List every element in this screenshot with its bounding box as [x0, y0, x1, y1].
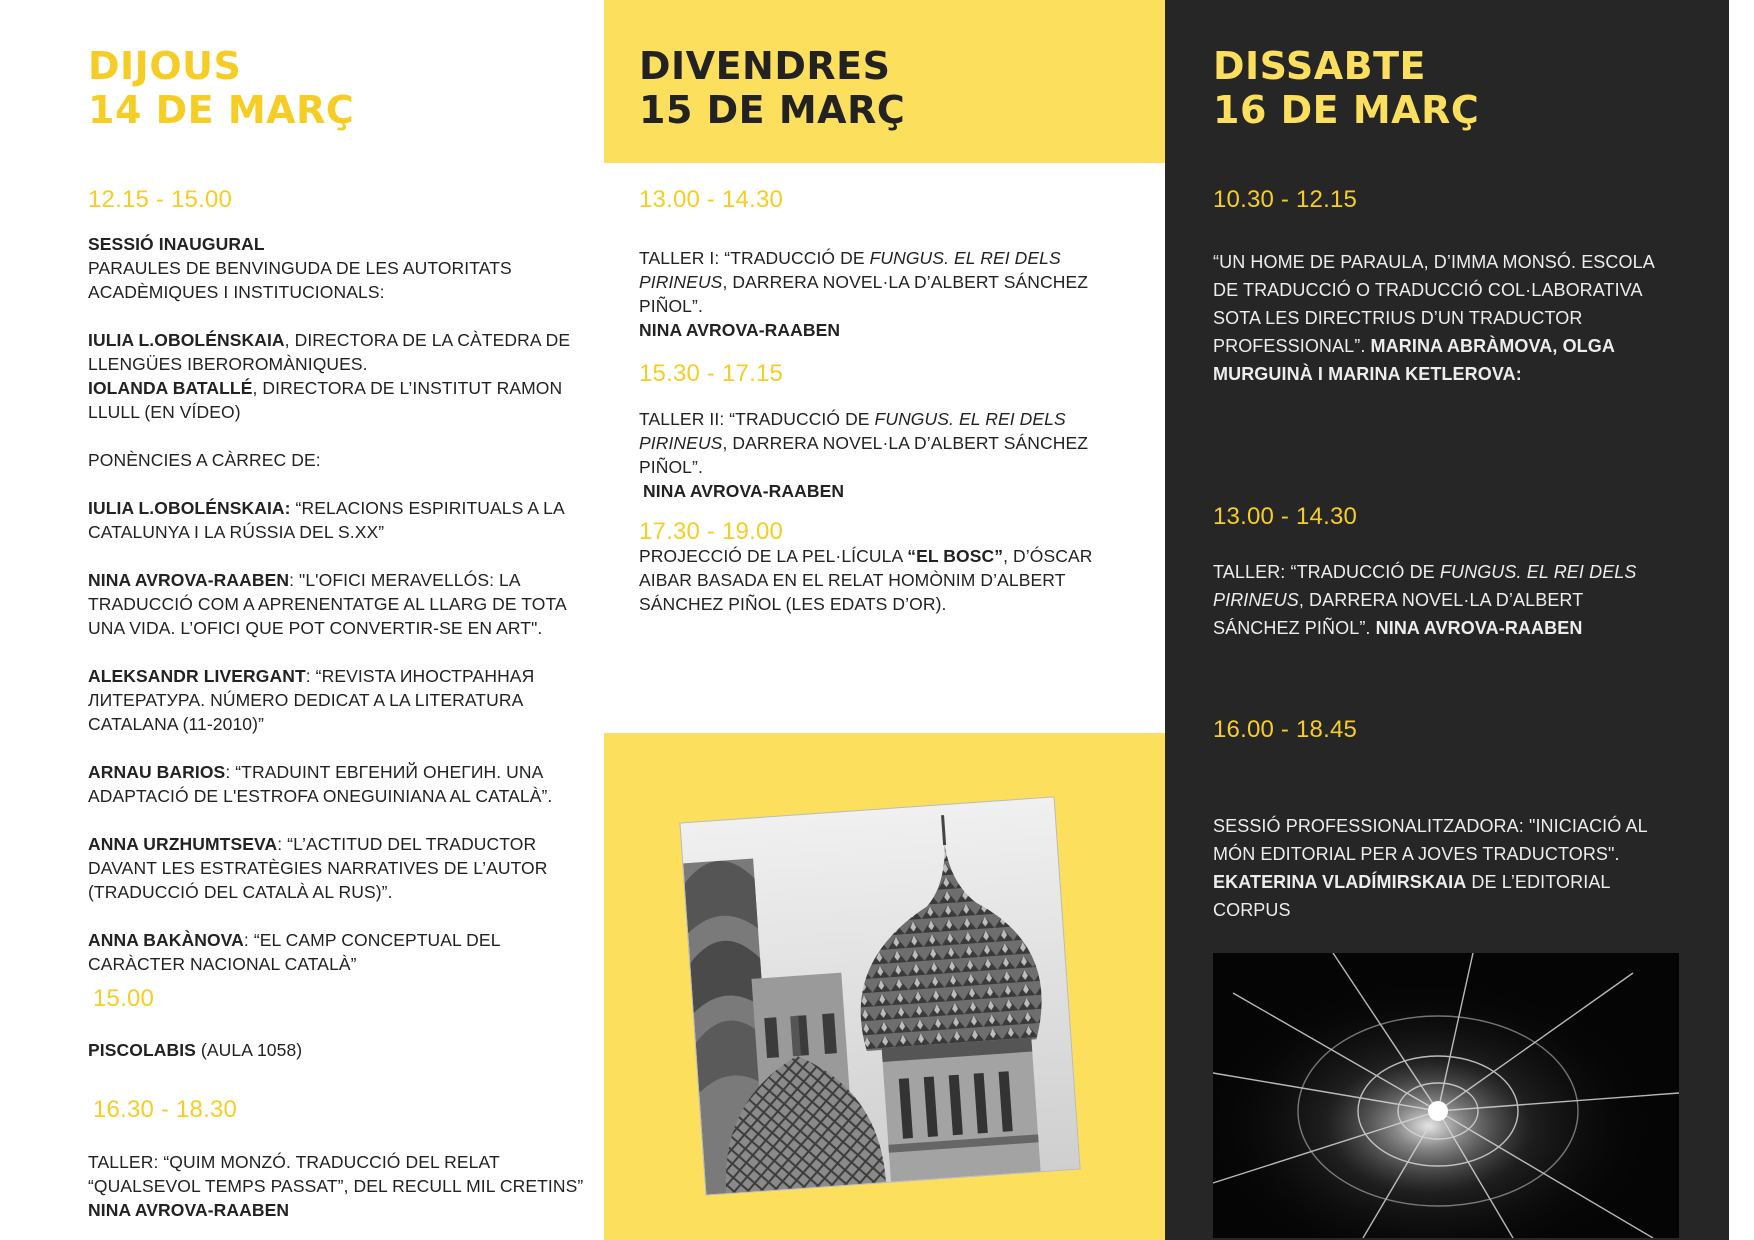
film-text: PROJECCIÓ DE LA PEL·LÍCULA: [639, 546, 908, 566]
speaker-name: ARNAU BARIOS: [88, 762, 226, 782]
workshop-text: TALLER I: “TRADUCCIÓ DE: [639, 248, 870, 268]
thursday-title: DIJOUS 14 DE MARÇ: [88, 44, 355, 132]
session-text: PARAULES DE BENVINGUDA DE LES AUTORITATS ACADÈMIQUES I INSTITUCIONALS:: [88, 258, 512, 302]
session-item: [1213, 248, 1673, 388]
time-slot: 16.00 - 18.45: [1213, 716, 1358, 743]
workshop-text: , DARRERA NOVEL·LA D’ALBERT SÁNCHEZ PIÑOL”.: [639, 433, 1089, 477]
speaker-name: ANNA BAKÀNOVA: [88, 930, 244, 950]
talk-title: “RELACIONS ESPIRITUALS A LA CATALUNYA I LA RÚSSIA DEL S.XX”: [88, 498, 564, 542]
speaker-name: ALEKSANDR LIVERGANT: [88, 666, 306, 686]
session-text: “UN HOME DE PARAULA, D’IMMA MONSÓ. ESCOLA DE TRADUCCIÓ O TRADUCCIÓ COL·LABORATIVA SOTA LES DIRECTRIUS D’UN TRADUCTOR PROFESSIONAL”.: [1213, 252, 1654, 356]
speaker-name: NINA AVROVA-RAABEN: [643, 481, 845, 501]
speaker-names: MARINA ABRÀMOVA, OLGA MURGUINÀ I MARINA KETLEROVA:: [1213, 336, 1615, 384]
city-lights-photo: [1213, 953, 1679, 1238]
friday-column: [604, 0, 1165, 1240]
workshop-text: TALLER: “QUIM MONZÓ. TRADUCCIÓ DEL RELAT “QUALSEVOL TEMPS PASSAT”, DEL RECULL MIL CRETINS”: [88, 1152, 584, 1196]
talk-item: [88, 568, 588, 640]
talk-title: : “REVISTA ИНОСТРАННАЯ ЛИТЕРАТУРА. NÚMERO DEDICAT A LA LITERATURA CATALANA (11-2010)”: [88, 666, 535, 734]
book-title: FUNGUS. EL REI DELS PIRINEUS: [639, 248, 1061, 292]
snack-location: (AULA 1058): [195, 1040, 303, 1060]
workshop-item: [639, 407, 1139, 503]
talks-heading: PONÈNCIES A CÀRREC DE:: [88, 450, 321, 470]
time-slot: 12.15 - 15.00: [88, 186, 233, 213]
film-item: [639, 544, 1139, 616]
snack-item: [88, 1038, 588, 1062]
onion-domes-photo: [680, 797, 1079, 1194]
professional-session: [1213, 812, 1673, 924]
saturday-column: [1165, 0, 1729, 1240]
workshop-text: TALLER II: “TRADUCCIÓ DE: [639, 409, 875, 429]
speaker-name: NINA AVROVA-RAABEN: [88, 1200, 290, 1220]
workshop-text: , DARRERA NOVEL·LA D’ALBERT SÁNCHEZ PIÑOL”.: [639, 272, 1089, 316]
time-slot: 17.30 - 19.00: [639, 518, 784, 545]
friday-title: DIVENDRES 15 DE MARÇ: [639, 44, 906, 132]
talk-title: : “TRADUINT ЕВГЕНИЙ ОНЕГИН. UNA ADAPTACIÓ DE L'ESTROFA ONEGUINIANA AL CATALÀ”.: [88, 762, 553, 806]
thursday-column: [0, 0, 604, 1240]
talk-title: : “EL CAMP CONCEPTUAL DEL CARÀCTER NACIONAL CATALÀ”: [88, 930, 500, 974]
speaker-name: NINA AVROVA-RAABEN: [88, 570, 290, 590]
speaker-name: NINA AVROVA-RAABEN: [1375, 618, 1583, 638]
talk-title: : “L’ACTITUD DEL TRADUCTOR DAVANT LES ESTRATÈGIES NARRATIVES DE L’AUTOR (TRADUCCIÓ DEL CATALÀ AL RUS)”.: [88, 834, 548, 902]
speaker-name: EKATERINA VLADÍMIRSKAIA: [1213, 872, 1467, 892]
speaker-name: NINA AVROVA-RAABEN: [639, 320, 841, 340]
talk-item: [88, 928, 588, 976]
time-slot: 10.30 - 12.15: [1213, 186, 1358, 213]
time-slot: 13.00 - 14.30: [1213, 503, 1358, 530]
workshop-text: , DARRERA NOVEL·LA D’ALBERT SÁNCHEZ PIÑOL”.: [1213, 590, 1583, 638]
talk-title: : "L'OFICI MERAVELLÓS: LA TRADUCCIÓ COM A APRENENTATGE AL LLARG DE TOTA UNA VIDA. L’OFICI QUE POT CONVERTIR-SE EN ART".: [88, 570, 566, 638]
page-margin: [1729, 0, 1754, 1240]
session-text: SESSIÓ PROFESSIONALITZADORA: "INICIACIÓ AL MÓN EDITORIAL PER A JOVES TRADUCTORS".: [1213, 816, 1648, 864]
workshop-item: [1213, 558, 1663, 642]
session-heading: SESSIÓ INAUGURAL: [88, 234, 265, 254]
book-title: FUNGUS. EL REI DELS PIRINEUS: [1213, 562, 1637, 610]
inaugural-session: [88, 232, 588, 976]
time-slot: 15.00: [93, 985, 155, 1012]
talk-item: [88, 496, 588, 544]
film-text: , D’ÓSCAR AIBAR BASADA EN EL RELAT HOMÒNIM D’ALBERT SÁNCHEZ PIÑOL (LES EDATS D’OR).: [639, 546, 1093, 614]
speaker-name: ANNA URZHUMTSEVA: [88, 834, 278, 854]
saturday-title: DISSABTE 16 DE MARÇ: [1213, 44, 1480, 132]
workshop-item: [639, 246, 1139, 342]
time-slot: 15.30 - 17.15: [639, 360, 784, 387]
workshop-text: TALLER: “TRADUCCIÓ DE: [1213, 562, 1440, 582]
speaker-name: IULIA L.OBOLÉNSKAIA:: [88, 498, 291, 518]
talk-item: [88, 760, 588, 808]
book-title: FUNGUS. EL REI DELS PIRINEUS: [639, 409, 1066, 453]
speaker-role: , DIRECTORA DE L’INSTITUT RAMON LLULL (EN VÍDEO): [88, 378, 563, 422]
workshop-item: [88, 1150, 598, 1222]
talk-item: [88, 664, 588, 736]
snack-name: PISCOLABIS: [88, 1040, 196, 1060]
speaker-role: , DIRECTORA DE LA CÀTEDRA DE LLENGÜES IBEROROMÀNIQUES.: [88, 330, 571, 374]
film-title: “EL BOSC”: [907, 546, 1004, 566]
talk-item: [88, 832, 588, 904]
speaker-name: IOLANDA BATALLÉ: [88, 378, 253, 398]
speaker-name: IULIA L.OBOLÉNSKAIA: [88, 330, 285, 350]
time-slot: 13.00 - 14.30: [639, 186, 784, 213]
session-text: DE L’EDITORIAL CORPUS: [1213, 872, 1610, 920]
time-slot: 16.30 - 18.30: [93, 1096, 238, 1123]
